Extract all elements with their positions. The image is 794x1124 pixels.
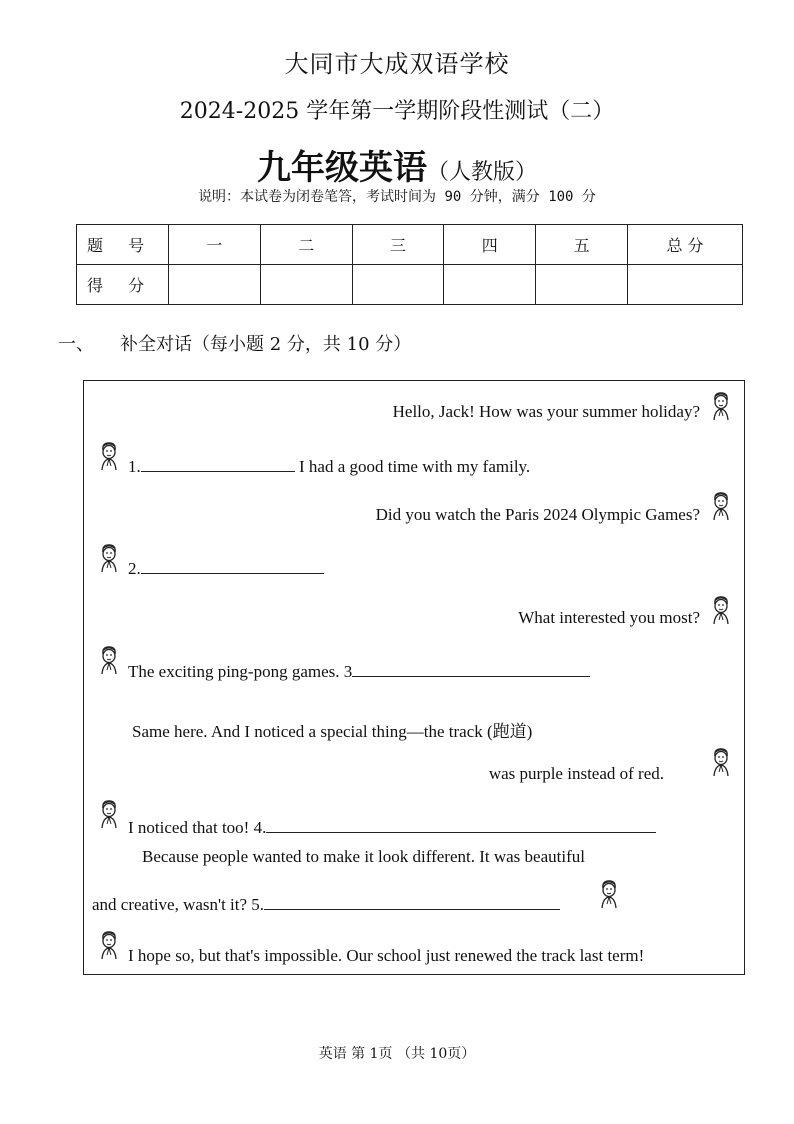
column-1: 一 bbox=[169, 225, 261, 265]
page-footer: 英语 第 1页 （共 10页） bbox=[318, 1046, 476, 1062]
score-row bbox=[77, 265, 743, 305]
dialog-line-2 bbox=[128, 455, 530, 477]
subject-title: 九年级英语 bbox=[256, 148, 427, 188]
dialog-line-4 bbox=[128, 557, 324, 579]
term-title: 2024-2025 学年第一学期阶段性测试（二） bbox=[179, 99, 615, 124]
school-name: 大同市大成双语学校 bbox=[284, 50, 510, 78]
blank-2-number: 2. bbox=[128, 559, 141, 578]
column-2: 二 bbox=[260, 225, 352, 265]
dialog-line-7: Same here. And I noticed a special thing—the track (跑道) bbox=[132, 722, 533, 741]
speaker-b-icon bbox=[98, 645, 120, 675]
dialog-line-8: was purple instead of red. bbox=[488, 764, 664, 783]
score-cell-total[interactable] bbox=[628, 265, 743, 305]
answer-blank-4[interactable] bbox=[266, 816, 656, 833]
dialog-box bbox=[83, 380, 745, 975]
answer-blank-3[interactable] bbox=[352, 660, 590, 677]
score-cell-5[interactable] bbox=[536, 265, 628, 305]
dialog-line-11 bbox=[92, 893, 560, 915]
section-number: 一、 bbox=[58, 334, 94, 355]
dialog-line-6-text: The exciting ping-pong games. 3 bbox=[128, 662, 353, 681]
column-5: 五 bbox=[536, 225, 628, 265]
dialog-line-12: I hope so, but that's impossible. Our school just renewed the track last term! bbox=[128, 946, 645, 965]
column-total: 总 分 bbox=[628, 225, 743, 265]
dialog-line-9-text: I noticed that too! 4. bbox=[128, 818, 267, 837]
speaker-b-icon bbox=[98, 799, 120, 829]
speaker-a-icon bbox=[710, 391, 732, 421]
dialog-line-10: Because people wanted to make it look different. It was beautiful bbox=[142, 847, 585, 866]
speaker-a-icon bbox=[710, 595, 732, 625]
score-cell-3[interactable] bbox=[352, 265, 444, 305]
exam-instructions: 说明：本试卷为闭卷笔答，考试时间为 90 分钟，满分 100 分 bbox=[198, 189, 596, 205]
speaker-a-icon bbox=[598, 879, 620, 909]
dialog-line-9 bbox=[128, 816, 656, 838]
answer-blank-5[interactable] bbox=[264, 893, 560, 910]
dialog-line-3: Did you watch the Paris 2024 Olympic Games? bbox=[375, 505, 700, 524]
dialog-line-1: Hello, Jack! How was your summer holiday? bbox=[392, 402, 700, 421]
section-heading bbox=[58, 330, 411, 356]
section-title: 补全对话（每小题 2 分，共 10 分） bbox=[120, 334, 412, 355]
speaker-a-icon bbox=[710, 491, 732, 521]
dialog-line-11-text: and creative, wasn't it? 5. bbox=[92, 895, 265, 914]
column-4: 四 bbox=[444, 225, 536, 265]
score-table bbox=[76, 224, 743, 305]
answer-blank-1[interactable] bbox=[141, 455, 295, 472]
dialog-line-2-text: I had a good time with my family. bbox=[299, 457, 531, 476]
exam-title bbox=[0, 140, 794, 189]
edition-label: （人教版） bbox=[426, 160, 537, 185]
speaker-b-icon bbox=[98, 930, 120, 960]
column-3: 三 bbox=[352, 225, 444, 265]
question-number-row bbox=[77, 225, 743, 265]
speaker-a-icon bbox=[710, 747, 732, 777]
speaker-b-icon bbox=[98, 543, 120, 573]
dialog-line-6 bbox=[128, 660, 590, 682]
answer-blank-2[interactable] bbox=[141, 557, 324, 574]
blank-1-number: 1. bbox=[128, 457, 141, 476]
score-cell-2[interactable] bbox=[260, 265, 352, 305]
dialog-line-5: What interested you most? bbox=[518, 608, 700, 627]
score-cell-4[interactable] bbox=[444, 265, 536, 305]
speaker-b-icon bbox=[98, 441, 120, 471]
score-label: 得 分 bbox=[77, 265, 169, 305]
score-cell-1[interactable] bbox=[169, 265, 261, 305]
question-number-label: 题 号 bbox=[77, 225, 169, 265]
